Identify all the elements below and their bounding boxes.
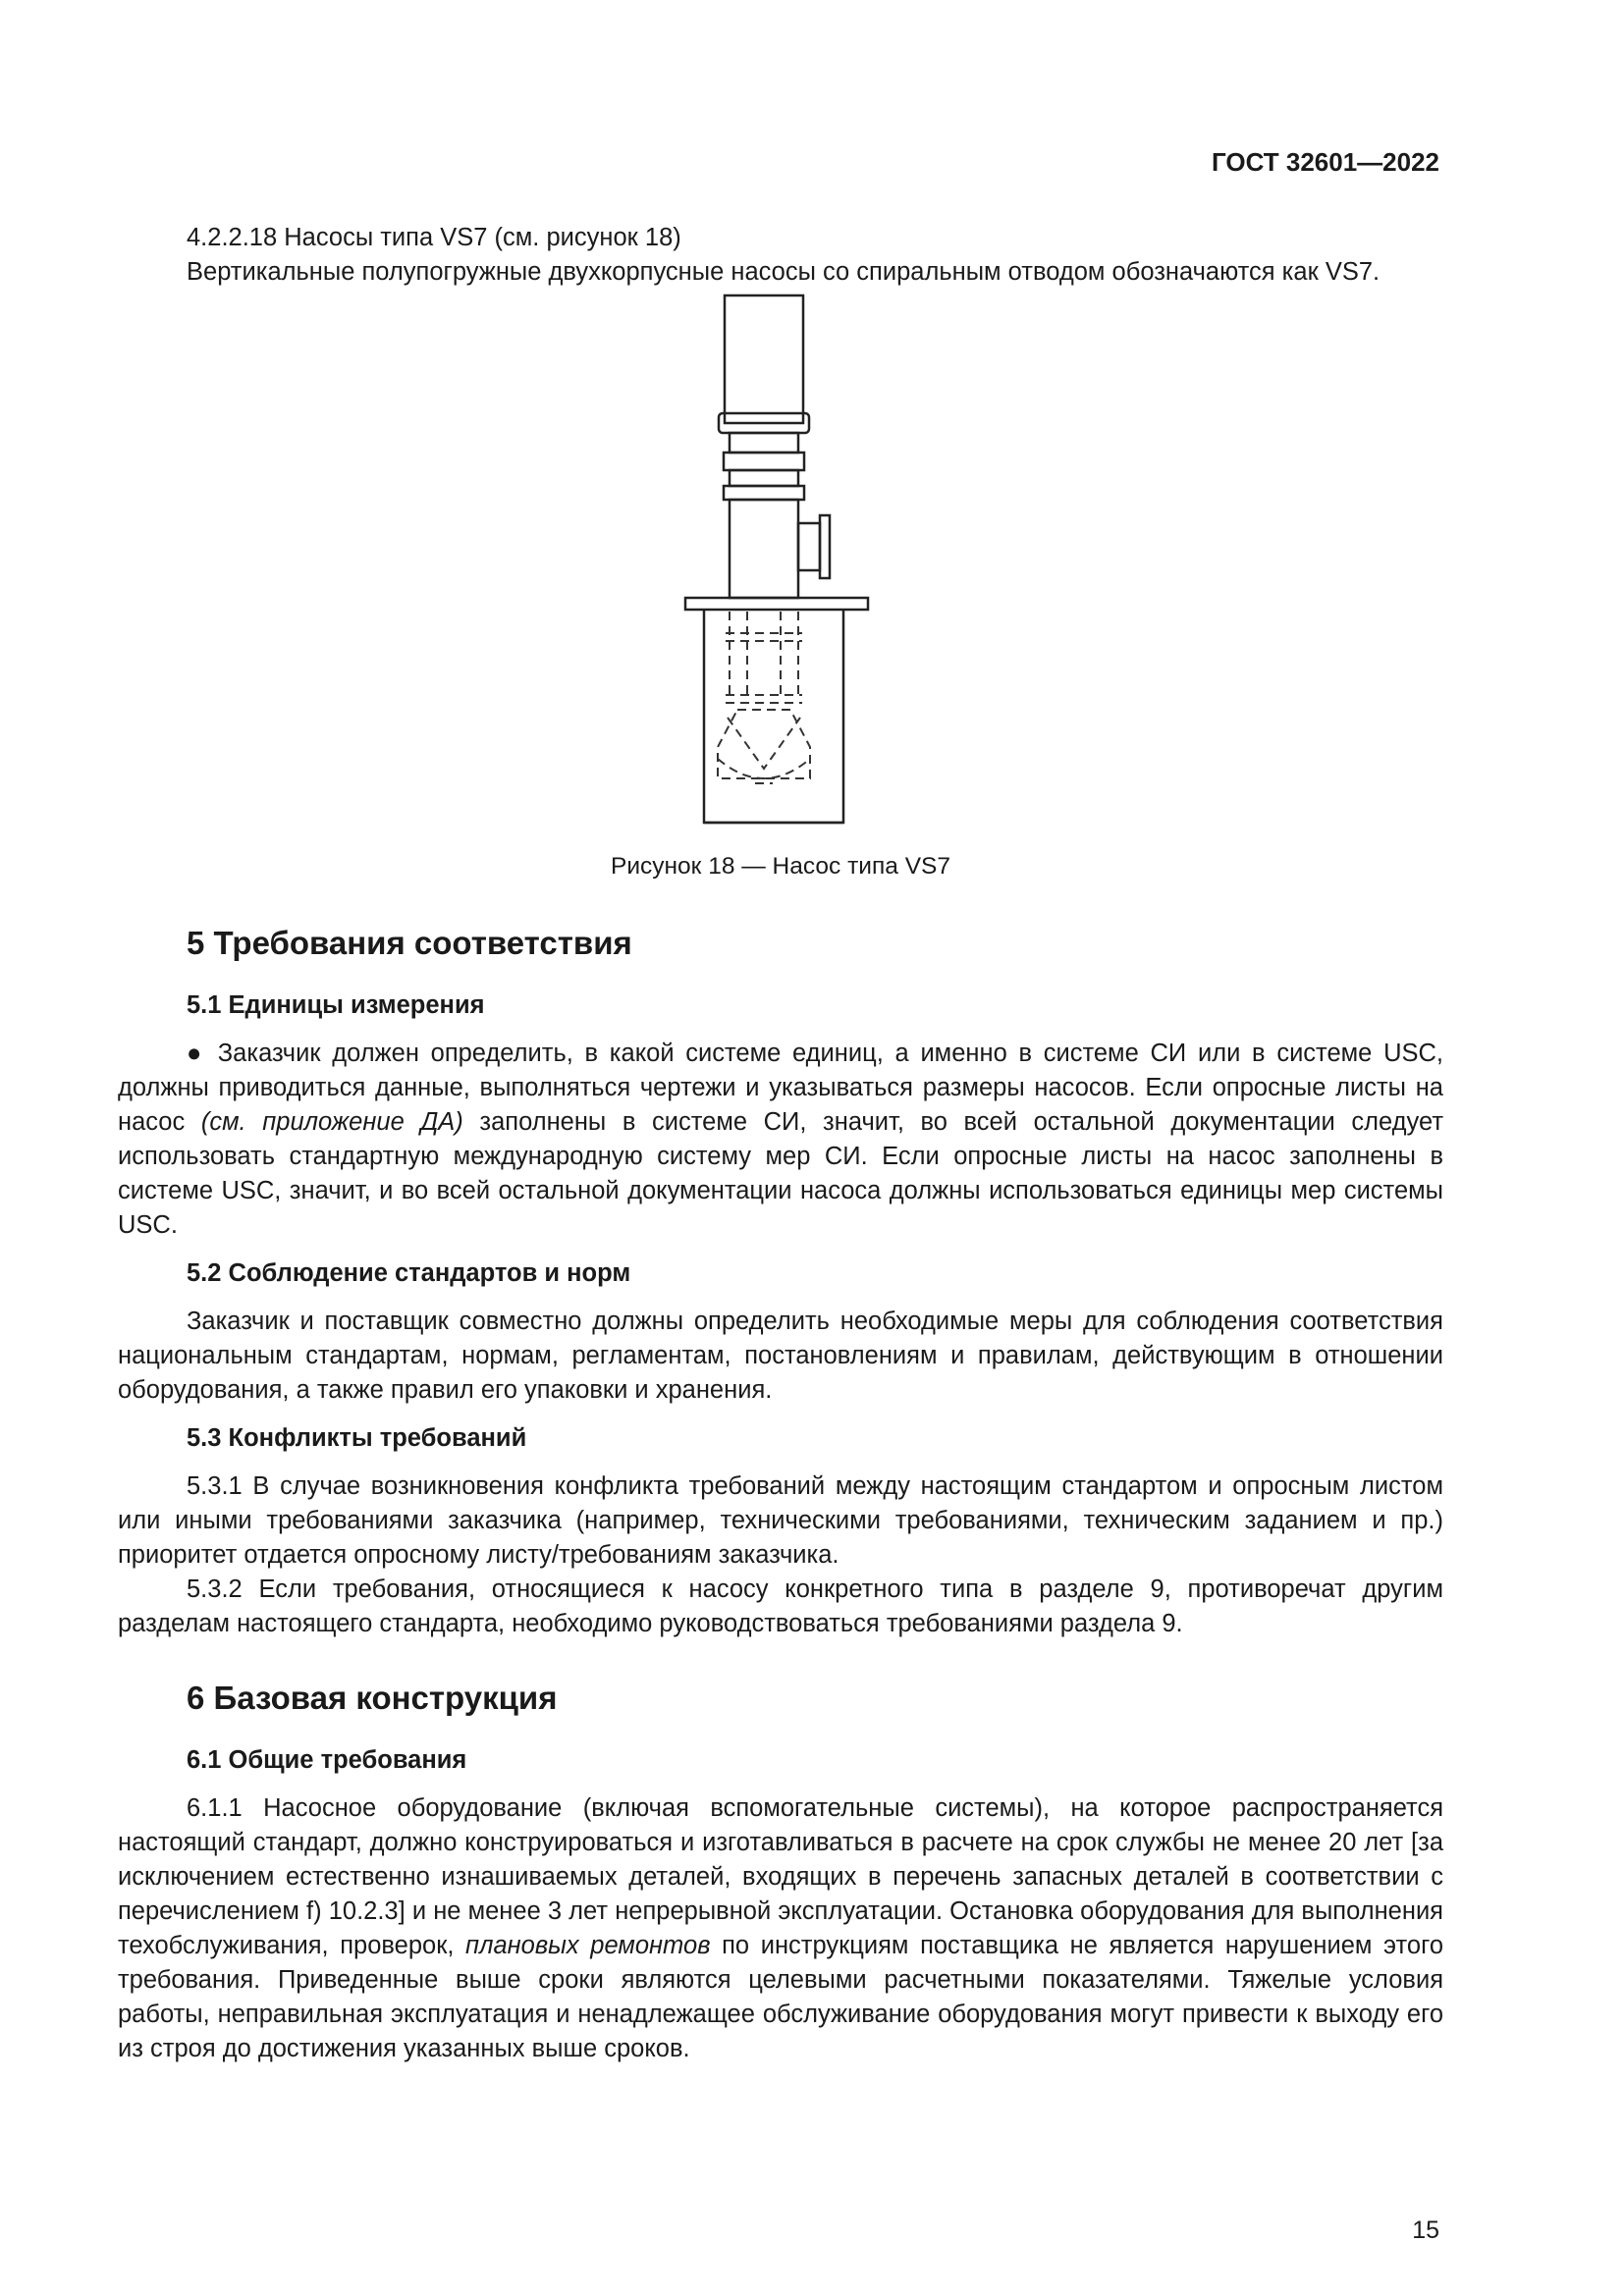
clause-5-3-2: 5.3.2 Если требования, относящиеся к насосу конкретного типа в разделе 9, противоречат другим разделам настоящего стандарта, необходимо руководствоваться требованиями раздела 9. [118,1575,1443,1637]
figure-caption: Рисунок 18 — Насос типа VS7 [610,853,950,880]
subsection-5-3-title: 5.3 Конфликты требований [187,1424,527,1452]
clause-vs7-description: Вертикальные полупогружные двухкорпусные насосы со спиральным отводом обозначаются как VS7. [187,258,1380,286]
subsection-6-1-title: 6.1 Общие требования [187,1746,467,1774]
section-6-title: 6 Базовая конструкция [187,1680,558,1716]
clause-4-2-2-18: 4.2.2.18 Насосы типа VS7 (см. рисунок 18) [187,224,681,251]
clause-5-3-1: 5.3.1 В случае возникновения конфликта требований между настоящим стандартом и опросным листом или иными требованиями заказчика (например, техническими требованиями, техническим заданием и пр.) приоритет отдается опросному листу/требованиям заказчика. [118,1472,1443,1569]
document-body [118,221,1443,2066]
clause-5-2-text: Заказчик и поставщик совместно должны определить необходимые меры для соблюдения соответствия национальным стандартам, нормам, регламентам, постановлениям и правилам, действующим в отношении оборудования, а также правил его упаковки и хранения. [118,1308,1443,1404]
italic-term: плановых ремонтов [465,1932,711,1959]
clause-5-1-text [118,1037,1443,1243]
subsection-5-1-title: 5.1 Единицы измерения [187,991,485,1019]
annex-reference: (см. приложение ДА) [200,1108,463,1136]
section-5-title: 5 Требования соответствия [187,925,632,961]
pump-vs7-drawing [682,288,879,837]
clause-6-1-1 [118,1791,1443,2066]
figure-18 [118,288,1443,886]
clause-6-1-1-part: по инструкциям поставщика не является нарушением этого требования. Приведенные выше сроки являются целевыми расчетными показателями. Тяжелые условия работы, неправильная эксплуатация и ненадлежащее обслуживание оборудования могут привести к выходу его из строя до достижения указанных выше сроков. [118,1932,1444,2062]
clause-6-1-1-part: 6.1.1 Насосное оборудование (включая вспомогательные системы), на которое распространяется настоящий стандарт, должно конструироваться и изготавливаться в расчете на срок службы не менее 20 лет [за исключением естественно изнашиваемых деталей, входящих в перечень запасных деталей в соответствии с перечислением f) 10.2.3] и не менее 3 лет непрерывной эксплуатации. Остановка оборудования для выполнения техобслуживания, проверок, [118,1794,1443,1959]
subsection-5-2-title: 5.2 Соблюдение стандартов и норм [187,1259,631,1287]
clause-5-1-text-part: заполнены в системе СИ, значит, во всей остальной документации следует использовать стандартную международную систему мер СИ. Если опросные листы на насос заполнены в системе USC, значит, и во всей остальной документации насоса должны использоваться единицы мер системы USC. [118,1108,1443,1239]
document-header: ГОСТ 32601—2022 [1212,147,1439,177]
page-number: 15 [1412,2216,1439,2244]
clause-5-1-text-part: ● Заказчик должен определить, в какой системе единиц, а именно в системе СИ или в системе USC, должны приводиться данные, выполняться чертежи и указываться размеры насосов. Если опросные листы на насос [118,1040,1443,1136]
